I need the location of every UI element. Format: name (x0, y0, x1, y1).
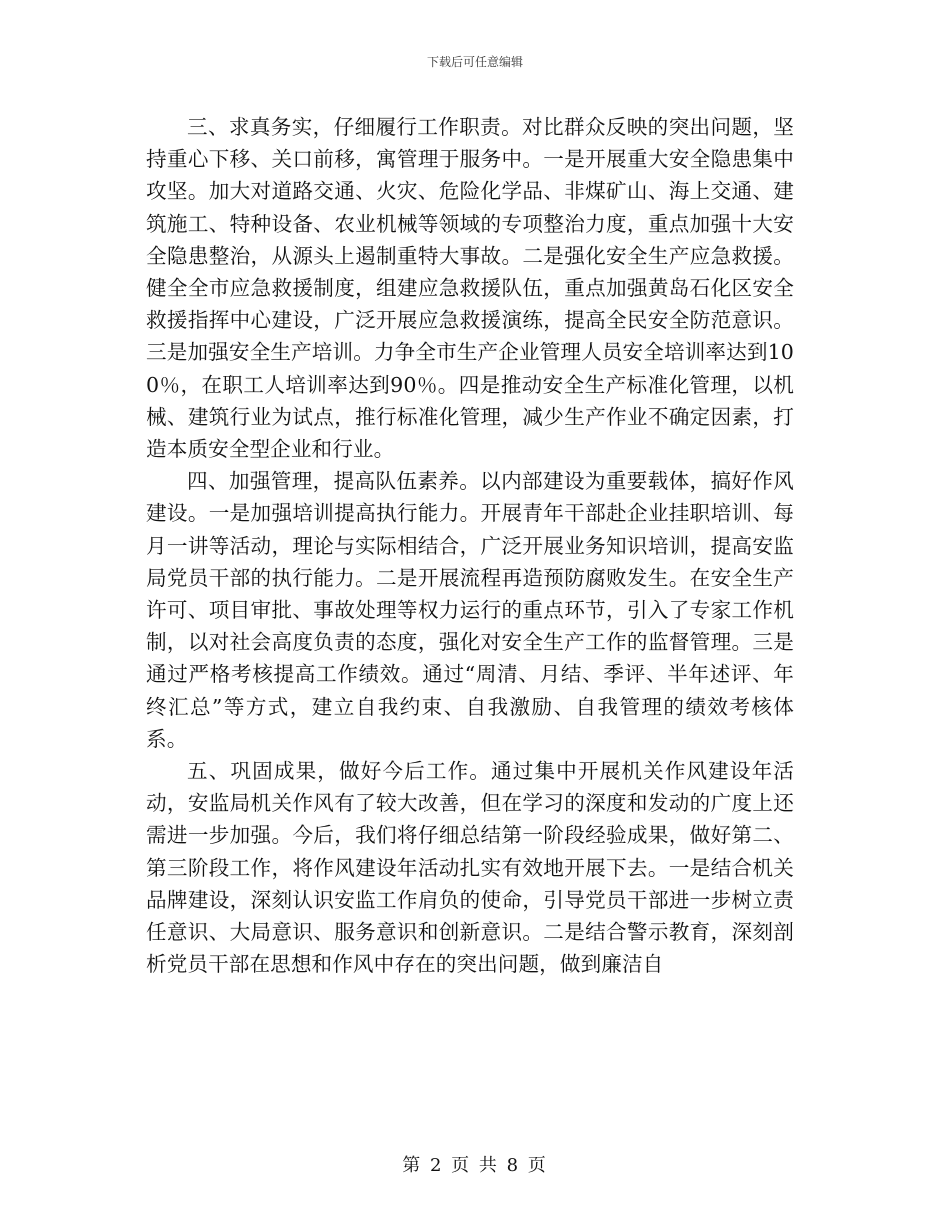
paragraph-section-four: 四、加强管理，提高队伍素养。以内部建设为重要载体，搞好作风建设。一是加强培训提高执行能力。开展青年干部赴企业挂职培训、每月一讲等活动，理论与实际相结合，广泛开展业务知识培训，提高安监局党员干部的执行能力。二是开展流程再造预防腐败发生。在安全生产许可、项目审批、事故处理等权力运行的重点环节，引入了专家工作机制，以对社会高度负责的态度，强化对安全生产工作的监督管理。三是通过严格考核提高工作绩效。通过“周清、月结、季评、半年述评、年终汇总”等方式，建立自我约束、自我激励、自我管理的绩效考核体系。 (146, 469, 794, 751)
paragraph-section-three: 三、求真务实，仔细履行工作职责。对比群众反映的突出问题，坚持重心下移、关口前移，寓管理于服务中。一是开展重大安全隐患集中攻坚。加大对道路交通、火灾、危险化学品、非煤矿山、海上交通、建筑施工、特种设备、农业机械等领域的专项整治力度，重点加强十大安全隐患整治，从源头上遏制重特大事故。二是强化安全生产应急救援。健全全市应急救援制度，组建应急救援队伍，重点加强黄岛石化区安全救援指挥中心建设，广泛开展应急救援演练，提高全民安全防范意识。三是加强安全生产培训。力争全市生产企业管理人员安全培训率达到100％，在职工人培训率达到90％。四是推动安全生产标准化管理，以机械、建筑行业为试点，推行标准化管理，减少生产作业不确定因素，打造本质安全型企业和行业。 (146, 115, 794, 462)
page-header-note: 下载后可任意编辑 (426, 55, 523, 69)
page-number: 第 2 页 共 8 页 (402, 1155, 548, 1176)
paragraph-section-five: 五、巩固成果，做好今后工作。通过集中开展机关作风建设年活动，安监局机关作风有了较大改善，但在学习的深度和发动的广度上还需进一步加强。今后，我们将仔细总结第一阶段经验成果，做好第二、第三阶段工作，将作风建设年活动扎实有效地开展下去。一是结合机关品牌建设，深刻认识安监工作肩负的使命，引导党员干部进一步树立责任意识、大局意识、服务意识和创新意识。二是结合警示教育，深刻剖析党员干部在思想和作风中存在的突出问题，做到廉洁自 (146, 759, 794, 977)
document-body (146, 111, 794, 980)
